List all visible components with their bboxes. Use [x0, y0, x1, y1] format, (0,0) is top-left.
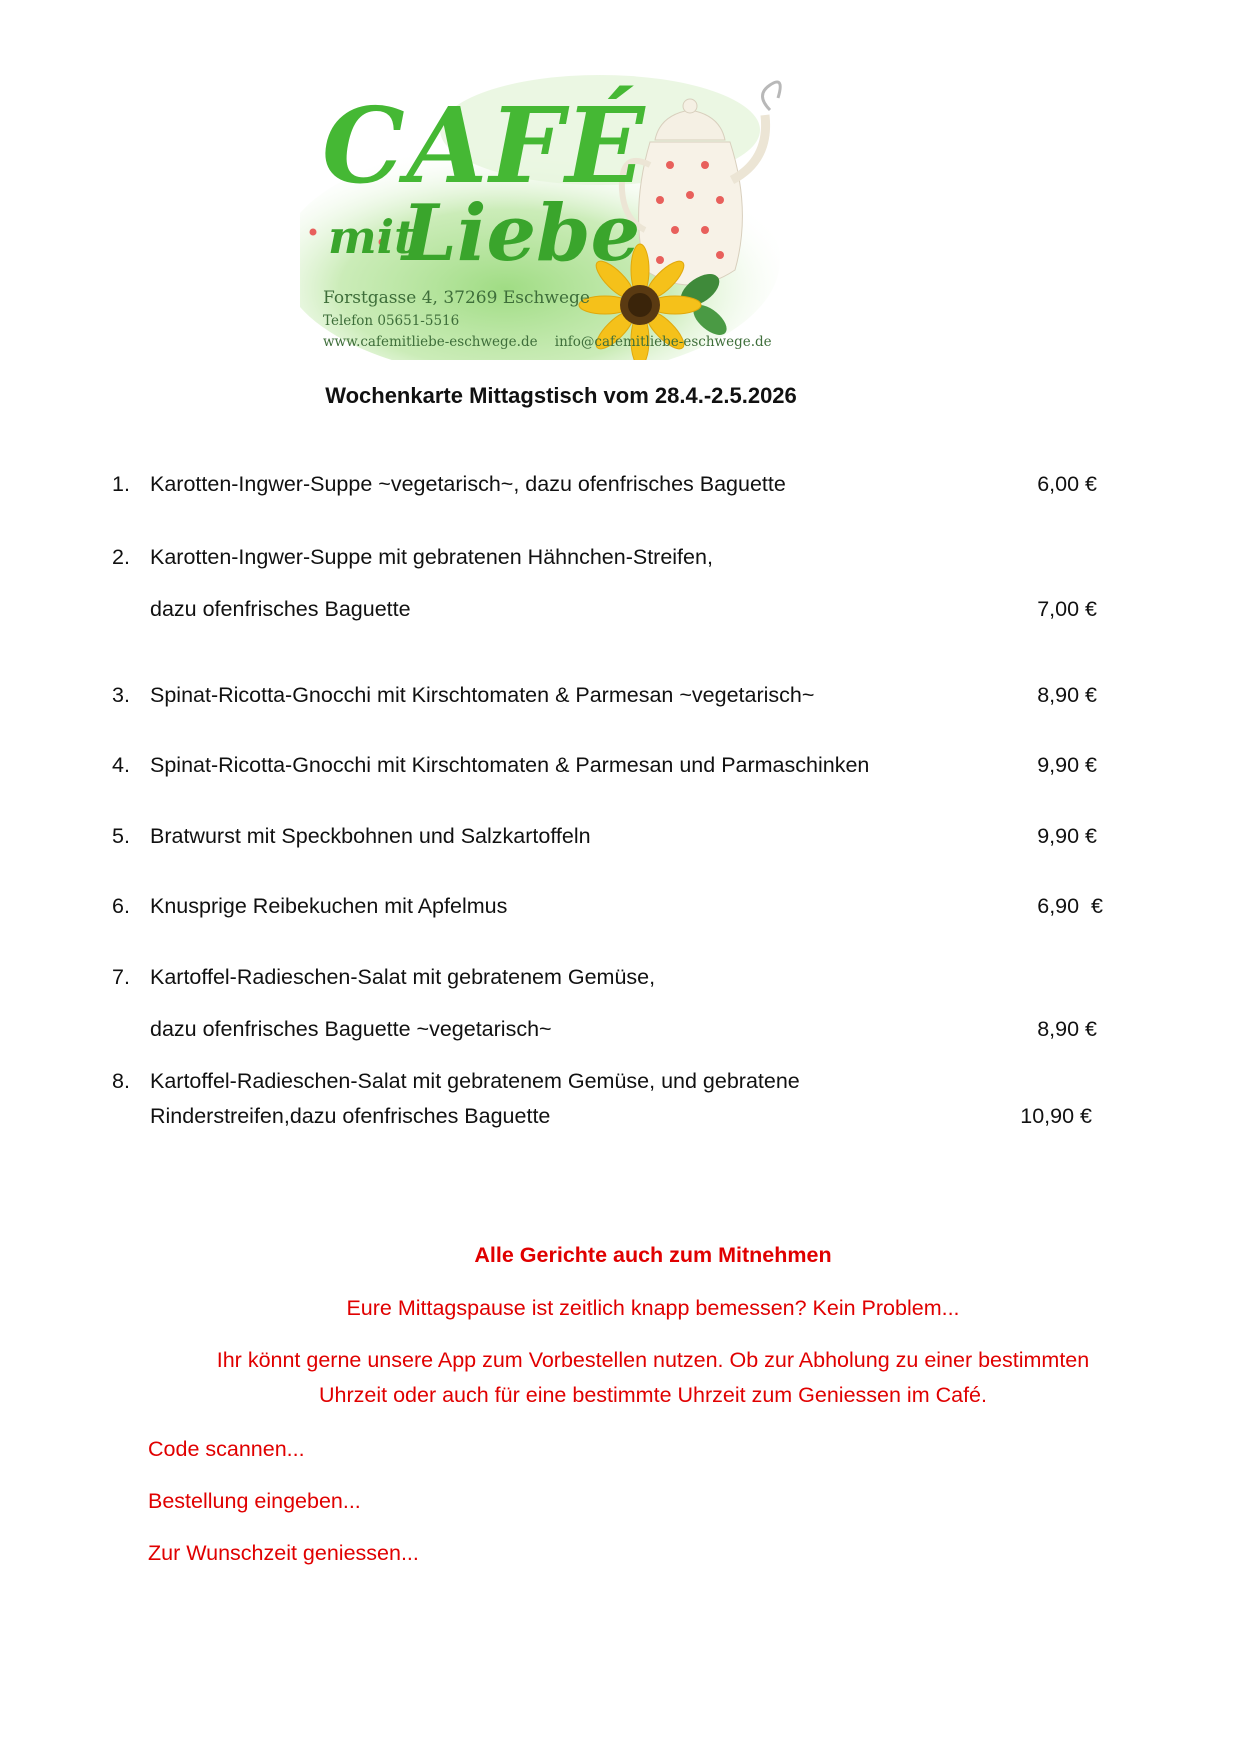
- menu-item-number: 6.: [112, 894, 130, 918]
- menu-item-number: 1.: [112, 472, 130, 496]
- email-link[interactable]: info@cafemitliebe-eschwege.de: [554, 334, 772, 350]
- menu-item-text: Knusprige Reibekuchen mit Apfelmus: [150, 894, 508, 918]
- logo-mit-text: mit: [328, 210, 416, 264]
- menu-item-number: 4.: [112, 753, 130, 777]
- menu-item-price: 6,90 €: [1037, 894, 1103, 918]
- menu-item-price: 6,00 €: [1037, 472, 1097, 496]
- menu-item-text-continued: dazu ofenfrisches Baguette ~vegetarisch~: [150, 1017, 552, 1041]
- menu-item-number: 5.: [112, 824, 130, 848]
- menu-item-text: Kartoffel-Radieschen-Salat mit gebratenem Gemüse,: [150, 965, 656, 989]
- menu-item-price: 7,00 €: [1037, 597, 1097, 621]
- menu-item-number: 3.: [112, 683, 130, 707]
- menu-item-text: Spinat-Ricotta-Gnocchi mit Kirschtomaten & Parmesan ~vegetarisch~: [150, 683, 815, 707]
- menu-item-text-continued: Rinderstreifen,dazu ofenfrisches Baguette: [150, 1104, 551, 1128]
- step-enjoy: Zur Wunschzeit geniessen...: [148, 1541, 419, 1565]
- menu-item-text: Karotten-Ingwer-Suppe mit gebratenen Hähnchen-Streifen,: [150, 545, 713, 569]
- step-scan-code: Code scannen...: [148, 1437, 305, 1461]
- logo-address: Forstgasse 4, 37269 Eschwege: [323, 288, 590, 308]
- menu-item-price: 9,90 €: [1037, 824, 1097, 848]
- logo-cafe-text: CAFÉ: [322, 84, 647, 207]
- logo-liebe-text: Liebe: [402, 188, 641, 279]
- website-link[interactable]: www.cafemitliebe-eschwege.de: [323, 334, 538, 350]
- menu-item-text: Bratwurst mit Speckbohnen und Salzkartoffeln: [150, 824, 591, 848]
- takeaway-heading: Alle Gerichte auch zum Mitnehmen: [474, 1243, 832, 1267]
- logo-phone: Telefon 05651-5516: [323, 313, 460, 329]
- menu-item-text-continued: dazu ofenfrisches Baguette: [150, 597, 411, 621]
- menu-item-number: 7.: [112, 965, 130, 989]
- step-enter-order: Bestellung eingeben...: [148, 1489, 361, 1513]
- logo-website: [323, 334, 772, 350]
- takeaway-subtitle: Eure Mittagspause ist zeitlich knapp bemessen? Kein Problem...: [346, 1296, 960, 1320]
- page-title: Wochenkarte Mittagstisch vom 28.4.-2.5.2026: [325, 383, 797, 408]
- menu-item-number: 2.: [112, 545, 130, 569]
- app-info-line-1: Ihr könnt gerne unsere App zum Vorbestellen nutzen. Ob zur Abholung zu einer bestimmten: [216, 1348, 1090, 1372]
- menu-item-text: Karotten-Ingwer-Suppe ~vegetarisch~, dazu ofenfrisches Baguette: [150, 472, 786, 496]
- app-info-line-2: Uhrzeit oder auch für eine bestimmte Uhrzeit zum Geniessen im Café.: [319, 1383, 987, 1407]
- menu-item-price: 8,90 €: [1037, 1017, 1097, 1041]
- menu-item-price: 10,90 €: [1020, 1104, 1092, 1128]
- menu-item-number: 8.: [112, 1069, 130, 1093]
- menu-item-text: Kartoffel-Radieschen-Salat mit gebratenem Gemüse, und gebratene: [150, 1069, 800, 1093]
- menu-item-price: 8,90 €: [1037, 683, 1097, 707]
- menu-item-price: 9,90 €: [1037, 753, 1097, 777]
- menu-item-text: Spinat-Ricotta-Gnocchi mit Kirschtomaten & Parmesan und Parmaschinken: [150, 753, 870, 777]
- cafe-logo: [300, 70, 800, 360]
